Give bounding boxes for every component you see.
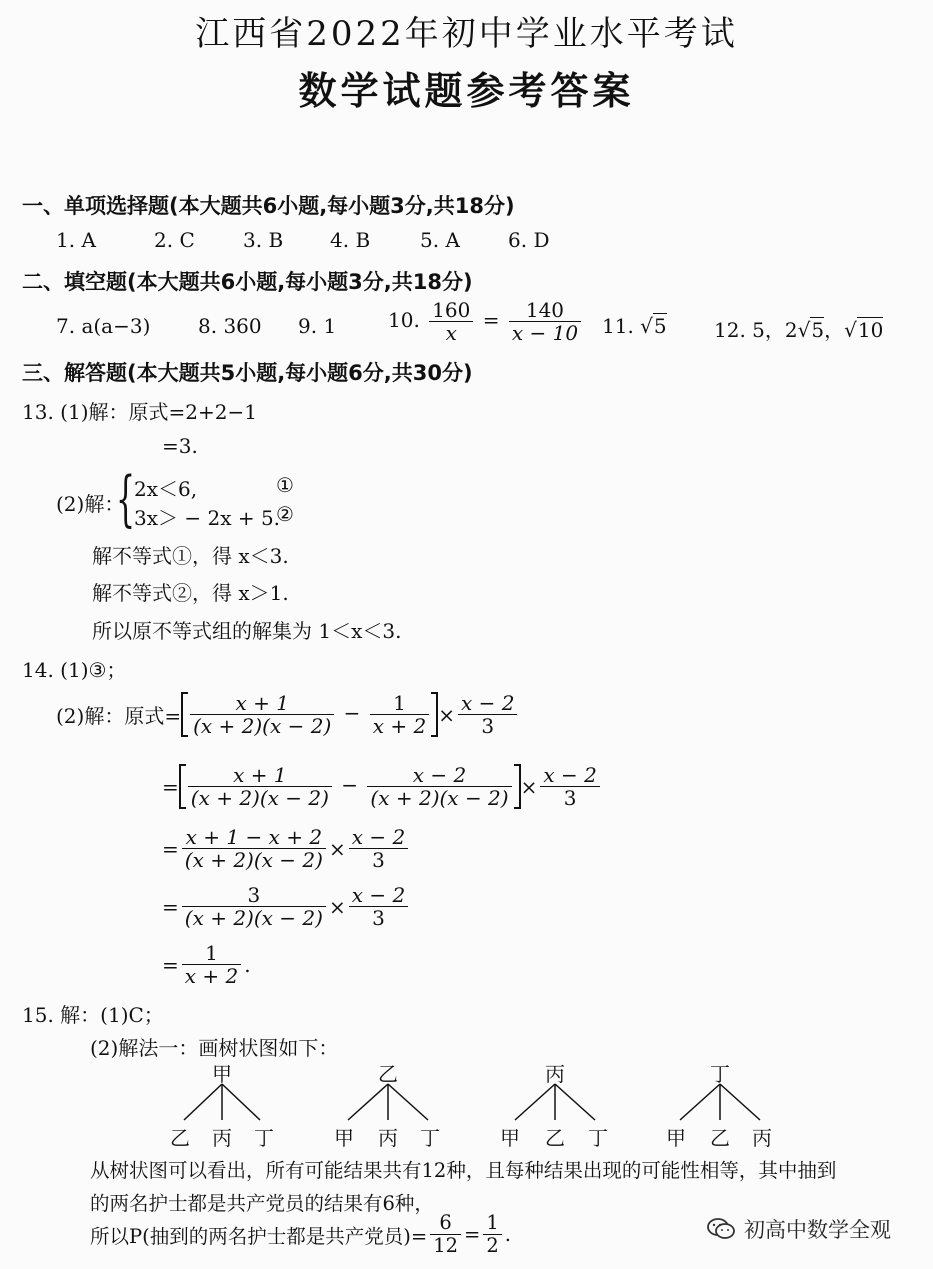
- q15-conclusion-1: 从树状图可以看出，所有可能结果共有12种，且每种结果出现的可能性相等，其中抽到: [90, 1159, 837, 1182]
- q11-radicand: 5: [653, 314, 667, 338]
- fraction-numerator: 1: [182, 942, 241, 965]
- tree-4-leaf: 甲: [666, 1126, 686, 1150]
- tree-2-leaf: 甲: [334, 1126, 354, 1150]
- tree-3-root: 丙: [545, 1062, 565, 1086]
- fraction-numerator: 1: [483, 1212, 501, 1235]
- system-row-2: 3x＞ − 2x + 5.: [134, 506, 281, 530]
- q12-sep: ，: [824, 318, 845, 342]
- q13-step-2: 解不等式②，得 x＞1.: [92, 581, 289, 605]
- fraction-denominator: 12: [433, 1234, 459, 1257]
- tree-3-leaf: 乙: [545, 1126, 565, 1150]
- fraction-numerator: x − 2: [349, 826, 408, 849]
- answer-12: [714, 314, 883, 343]
- fraction-denominator: 3: [481, 714, 495, 738]
- fraction-numerator: x − 2: [349, 884, 408, 907]
- tree-4-root: 丁: [710, 1062, 730, 1086]
- fraction-denominator: (x + 2)(x − 2): [370, 786, 509, 810]
- tree-1-leaf: 丁: [254, 1126, 274, 1150]
- fraction-numerator: x + 1: [190, 692, 334, 715]
- fraction-numerator: x + 1: [188, 764, 332, 787]
- tree-4-leaf: 乙: [710, 1126, 730, 1150]
- answer-4: 4. B: [330, 228, 371, 252]
- q15-probability: [90, 1212, 511, 1257]
- minus-sign: −: [341, 773, 359, 797]
- q10-left-den: x: [445, 321, 457, 345]
- sqrt-icon: √: [797, 318, 811, 342]
- bracket-group: [181, 692, 438, 737]
- fraction-denominator: (x + 2)(x − 2): [184, 906, 323, 930]
- answer-10: [388, 299, 584, 344]
- equals-sign: =: [162, 894, 179, 919]
- answer-key-title: 数学试题参考答案: [298, 69, 635, 113]
- fraction-numerator: 6: [430, 1212, 461, 1235]
- fraction-denominator: (x + 2)(x − 2): [190, 786, 329, 810]
- equals-sign: =: [162, 836, 179, 861]
- minus-sign: −: [343, 701, 361, 725]
- section-3-heading: 三、解答题(本大题共5小题,每小题6分,共30分): [22, 361, 473, 385]
- fraction-denominator: x + 2: [184, 964, 239, 988]
- answer-5: 5. A: [420, 228, 460, 252]
- answer-7: 7. a(a−3): [56, 314, 151, 338]
- times-sign: ×: [520, 774, 538, 799]
- answer-2: 2. C: [154, 228, 195, 252]
- tree-4-leaf: 丙: [752, 1126, 772, 1150]
- q15-probability-text: 所以P(抽到的两名护士都是共产党员)=: [90, 1224, 428, 1248]
- fraction-denominator: 3: [372, 848, 385, 872]
- q14-step-2: [162, 764, 603, 809]
- q15-part1: 15. 解：(1)C；: [22, 1003, 164, 1027]
- q10-left-num: 160: [429, 299, 473, 322]
- q10-right-den: x − 10: [511, 321, 579, 345]
- fraction-denominator: 3: [563, 786, 577, 810]
- system-row-2-tag: ②: [276, 502, 294, 526]
- fraction-denominator: (x + 2)(x − 2): [184, 848, 323, 872]
- brace-icon: {: [116, 464, 136, 534]
- fraction-numerator: x − 2: [458, 692, 517, 715]
- answer-11: [602, 314, 667, 338]
- q14-part2-label: (2)解：原式=: [56, 704, 182, 728]
- period: .: [504, 1223, 511, 1246]
- q10-eq: =: [482, 308, 500, 332]
- q14-part1: 14. (1)③；: [22, 658, 127, 682]
- q14-step-3: [162, 826, 411, 871]
- tree-3-leaf: 甲: [500, 1126, 520, 1150]
- q12-radicand-1: 5: [811, 318, 825, 342]
- q10-label: 10.: [388, 308, 420, 332]
- q13-step-1: 解不等式①，得 x＜3.: [92, 544, 289, 568]
- q10-right-fraction: [509, 299, 581, 344]
- answer-8: 8. 360: [198, 314, 262, 338]
- section-1-heading: 一、单项选择题(本大题共6小题,每小题3分,共18分): [22, 194, 515, 218]
- fraction-numerator: 3: [182, 884, 326, 907]
- q10-right-num: 140: [509, 299, 581, 322]
- q11-label: 11.: [602, 314, 634, 338]
- answer-9: 9. 1: [298, 314, 337, 338]
- tree-2-leaf: 丁: [420, 1126, 440, 1150]
- q14-step-5: [162, 942, 251, 987]
- tree-1-leaf: 丙: [212, 1126, 232, 1150]
- sqrt-icon: √: [640, 314, 653, 338]
- fraction-numerator: x + 1 − x + 2: [182, 826, 326, 849]
- fraction-denominator: 3: [372, 906, 385, 930]
- answer-6: 6. D: [508, 228, 550, 252]
- fraction-numerator: x − 2: [367, 764, 511, 787]
- q12-radicand-2: 10: [857, 318, 884, 342]
- section-2-heading: 二、填空题(本大题共6小题,每小题3分,共18分): [22, 270, 473, 294]
- fraction-denominator: (x + 2)(x − 2): [193, 714, 332, 738]
- equals-sign: =: [464, 1223, 481, 1246]
- q15-part2: (2)解法一：画树状图如下：: [90, 1036, 339, 1060]
- q13-part1-line1: 13. (1)解：原式=2+2−1: [22, 400, 257, 424]
- system-row-1: 2x＜6,: [134, 477, 198, 501]
- watermark-text: 初高中数学全观: [744, 1218, 891, 1242]
- equals-sign: =: [162, 952, 179, 977]
- sqrt-icon: √: [844, 318, 857, 342]
- tree-2-root: 乙: [378, 1062, 398, 1086]
- q10-left-fraction: [429, 299, 473, 344]
- tree-1-root: 甲: [212, 1062, 232, 1086]
- times-sign: ×: [438, 702, 455, 727]
- bracket-group: [179, 764, 521, 809]
- times-sign: ×: [328, 894, 346, 919]
- system-row-1-tag: ①: [276, 473, 294, 497]
- q13-step-3: 所以原不等式组的解集为 1＜x＜3.: [92, 619, 402, 643]
- fraction-denominator: 2: [486, 1234, 499, 1257]
- wechat-icon: [706, 1216, 736, 1242]
- tree-1-leaf: 乙: [170, 1126, 190, 1150]
- equals-sign: =: [162, 774, 179, 799]
- q15-conclusion-2: 的两名护士都是共产党员的结果有6种，: [90, 1192, 434, 1215]
- times-sign: ×: [328, 836, 346, 861]
- tree-2-leaf: 丙: [378, 1126, 398, 1150]
- q13-part1-line2: =3.: [162, 434, 198, 458]
- answer-3: 3. B: [243, 228, 284, 252]
- answer-1: 1. A: [56, 228, 96, 252]
- exam-title: 江西省2022年初中学业水平考试: [195, 14, 738, 54]
- fraction-denominator: x + 2: [372, 714, 427, 738]
- fraction-numerator: x − 2: [540, 764, 599, 787]
- fraction-numerator: 1: [370, 692, 429, 715]
- q12-prefix: 12. 5，2: [714, 318, 798, 342]
- tree-3-leaf: 丁: [588, 1126, 608, 1150]
- watermark: [706, 1214, 891, 1244]
- period: .: [244, 952, 251, 977]
- q14-step-1: [56, 692, 520, 737]
- q13-part2-label: (2)解：: [56, 492, 125, 516]
- q14-step-4: [162, 884, 411, 929]
